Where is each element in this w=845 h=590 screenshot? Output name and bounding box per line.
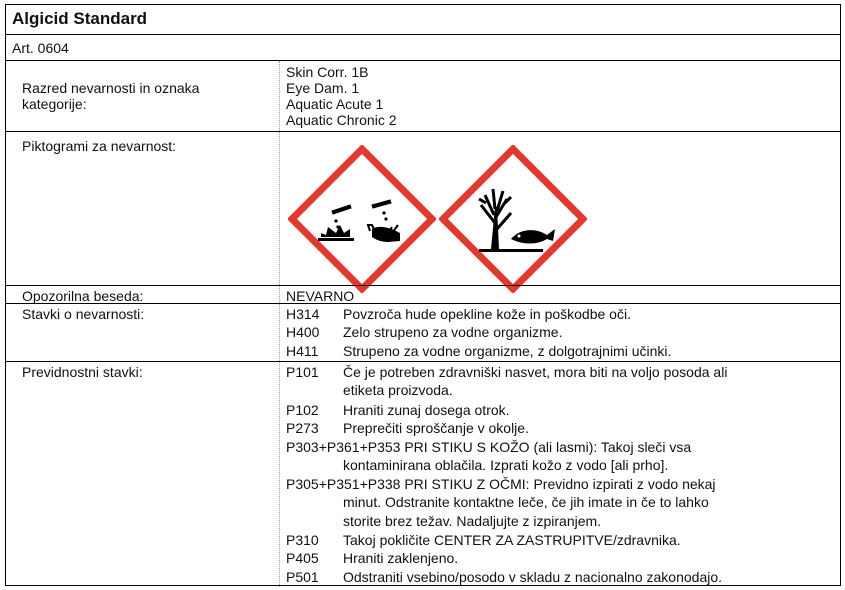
precaution-code: P310	[286, 532, 319, 548]
environment-pictogram-icon	[439, 145, 587, 293]
precaution-code: P501	[286, 569, 319, 585]
precaution-text: kontaminirana oblačila. Izprati kožo z vodo [ali prho].	[343, 457, 669, 473]
precaution-code: P101	[286, 364, 319, 380]
precaution-text: Takoj pokličite CENTER ZA ZASTRUPITVE/zdravnika.	[343, 532, 681, 548]
precaution-text: Hraniti zaklenjeno.	[343, 550, 459, 566]
hazard-code: H411	[286, 343, 319, 359]
precaution-text: P303+P361+P353 PRI STIKU S KOŽO (ali lasmi): Takoj sleči vsa	[286, 439, 692, 455]
precaution-code: P405	[286, 550, 319, 566]
hazard-text: Strupeno za vodne organizme, z dolgotrajnimi učinki.	[343, 343, 672, 359]
hazard-class-label: Razred nevarnosti in oznaka kategorije:	[22, 80, 200, 112]
precaution-text: P305+P351+P338 PRI STIKU Z OČMI: Previdno izpirati z vodo nekaj	[286, 476, 716, 492]
safety-label-sheet	[5, 4, 841, 586]
precaution-text: Preprečiti sproščanje v okolje.	[343, 420, 529, 436]
precaution-text: Če je potreben zdravniški nasvet, mora biti na voljo posoda ali	[343, 364, 728, 380]
product-title: Algicid Standard	[12, 9, 148, 28]
row-divider	[6, 361, 840, 362]
hazard-text: Zelo strupeno za vodne organizme.	[343, 324, 563, 340]
corrosion-pictogram-icon	[288, 145, 436, 293]
hazard-code: H400	[286, 324, 320, 340]
signal-word-label: Opozorilna beseda:	[22, 288, 144, 304]
hazard-class-value: Aquatic Chronic 2	[286, 112, 397, 128]
precaution-text: minut. Odstranite kontaktne leče, če jih imate in če to lahko	[343, 494, 709, 510]
hazard-statements-label: Stavki o nevarnosti:	[22, 306, 145, 322]
row-divider	[6, 285, 840, 286]
precaution-code: P102	[286, 402, 319, 418]
article-number: Art. 0604	[12, 40, 69, 56]
row-divider	[6, 131, 840, 132]
precaution-text: storite brez težav. Nadaljujte z izpiranjem.	[343, 513, 602, 529]
hazard-class-value: Skin Corr. 1B	[286, 64, 369, 80]
precaution-text: etiketa proizvoda.	[343, 382, 453, 398]
article-row	[6, 35, 840, 61]
hazard-text: Povzroča hude opekline kože in poškodbe oči.	[343, 306, 631, 322]
hazard-class-value: Aquatic Acute 1	[286, 96, 384, 112]
precaution-code: P273	[286, 420, 319, 436]
precautionary-statements-label: Previdnostni stavki:	[22, 364, 143, 380]
row-divider	[6, 303, 840, 304]
title-bar	[6, 5, 840, 35]
hazard-code: H314	[286, 306, 320, 322]
column-divider	[279, 61, 280, 587]
precaution-text: Hraniti zunaj dosega otrok.	[343, 402, 510, 418]
signal-word-value: NEVARNO	[286, 288, 355, 304]
hazard-class-value: Eye Dam. 1	[286, 80, 360, 96]
precaution-text: Odstraniti vsebino/posodo v skladu z nacionalno zakonodajo.	[343, 569, 723, 585]
pictograms-label: Piktogrami za nevarnost:	[22, 138, 177, 154]
